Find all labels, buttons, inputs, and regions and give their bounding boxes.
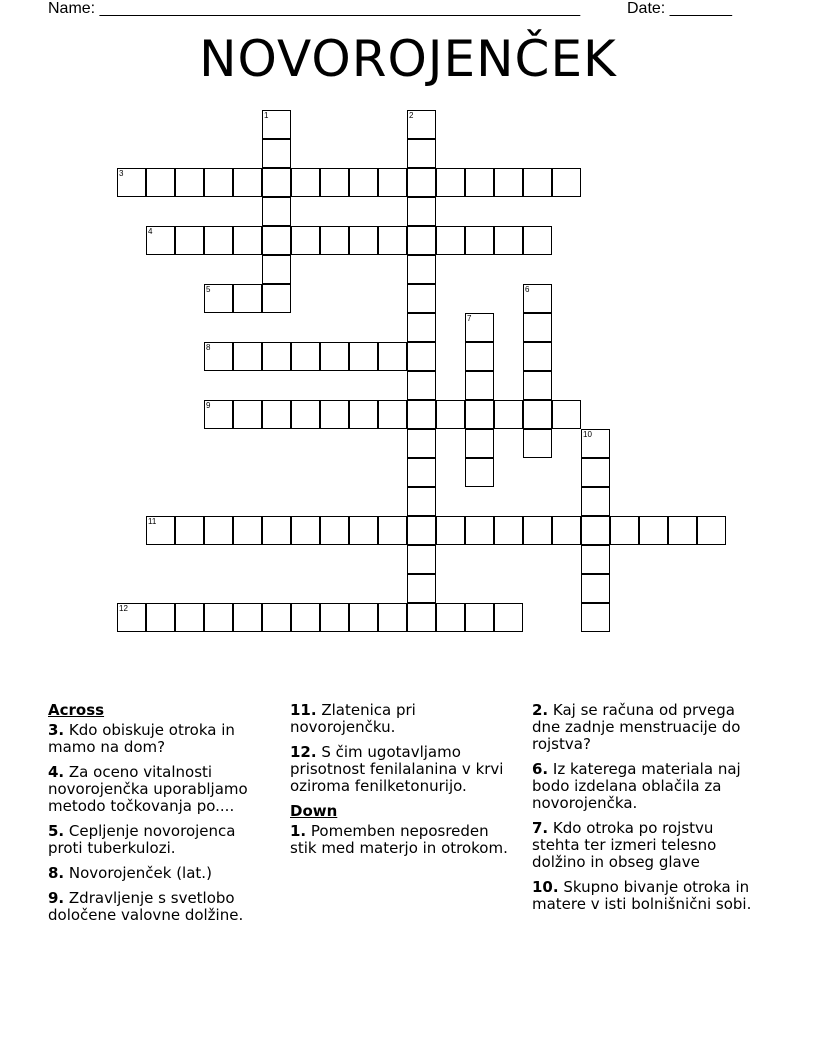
clue-number: 2	[409, 111, 414, 120]
date-field-label: Date: _______	[627, 0, 732, 17]
grid-cell[interactable]	[233, 168, 262, 197]
grid-cell[interactable]	[436, 516, 465, 545]
grid-cell[interactable]	[291, 603, 320, 632]
grid-cell[interactable]	[407, 371, 436, 400]
grid-cell[interactable]	[320, 168, 349, 197]
clue-number: 12	[119, 604, 128, 613]
grid-cell[interactable]	[291, 516, 320, 545]
grid-cell[interactable]	[320, 400, 349, 429]
grid-cell[interactable]	[407, 516, 436, 545]
clue-number: 8	[206, 343, 211, 352]
grid-cell[interactable]	[465, 603, 494, 632]
grid-cell[interactable]	[697, 516, 726, 545]
grid-cell[interactable]	[494, 400, 523, 429]
grid-cell[interactable]	[494, 226, 523, 255]
across-clue: 4. Za oceno vitalnosti novorojenčka uporabljamo metodo točkovanja po....	[48, 763, 248, 815]
grid-cell[interactable]	[349, 168, 378, 197]
clues-column-1	[48, 702, 273, 932]
grid-cell[interactable]	[349, 516, 378, 545]
down-clue: 10. Skupno bivanje otroka in matere v isti bolnišnični sobi.	[532, 878, 752, 913]
grid-cell[interactable]	[523, 371, 552, 400]
grid-cell[interactable]	[465, 429, 494, 458]
grid-cell[interactable]	[146, 603, 175, 632]
grid-cell[interactable]	[378, 603, 407, 632]
grid-cell[interactable]	[262, 255, 291, 284]
grid-cell[interactable]	[552, 516, 581, 545]
grid-cell[interactable]	[262, 284, 291, 313]
grid-cell[interactable]	[465, 313, 494, 342]
grid-cell[interactable]	[146, 516, 175, 545]
grid-cell[interactable]	[407, 168, 436, 197]
clue-number: 11	[148, 517, 157, 526]
down-clue: 6. Iz katerega materiala naj bodo izdelana oblačila za novorojenčka.	[532, 760, 741, 812]
clue-number: 7	[467, 314, 472, 323]
across-clue: 11. Zlatenica pri novorojenčku.	[290, 701, 416, 736]
grid-cell[interactable]	[204, 603, 233, 632]
grid-cell[interactable]	[465, 516, 494, 545]
page-title: NOVOROJENČEK	[199, 30, 617, 88]
grid-cell[interactable]	[233, 284, 262, 313]
grid-cell[interactable]	[465, 226, 494, 255]
down-clue: 1. Pomemben neposreden stik med materjo in otrokom.	[290, 822, 508, 857]
grid-cell[interactable]	[262, 342, 291, 371]
grid-cell[interactable]	[349, 226, 378, 255]
grid-cell[interactable]	[465, 168, 494, 197]
grid-cell[interactable]	[320, 516, 349, 545]
grid-cell[interactable]	[523, 284, 552, 313]
clue-number: 10	[583, 430, 592, 439]
grid-cell[interactable]	[233, 516, 262, 545]
clue-number: 1	[264, 111, 269, 120]
name-field-label: Name: ______________________________________________________	[48, 0, 581, 17]
grid-cell[interactable]	[523, 516, 552, 545]
grid-cell[interactable]	[233, 226, 262, 255]
grid-cell[interactable]	[262, 168, 291, 197]
grid-cell[interactable]	[407, 487, 436, 516]
grid-cell[interactable]	[407, 545, 436, 574]
grid-cell[interactable]	[436, 603, 465, 632]
grid-cell[interactable]	[204, 342, 233, 371]
grid-cell[interactable]	[407, 603, 436, 632]
grid-cell[interactable]	[581, 574, 610, 603]
grid-cell[interactable]	[291, 168, 320, 197]
grid-cell[interactable]	[407, 458, 436, 487]
grid-cell[interactable]	[523, 226, 552, 255]
grid-cell[interactable]	[407, 226, 436, 255]
grid-cell[interactable]	[610, 516, 639, 545]
grid-cell[interactable]	[407, 255, 436, 284]
grid-cell[interactable]	[436, 168, 465, 197]
grid-cell[interactable]	[523, 168, 552, 197]
grid-cell[interactable]	[378, 400, 407, 429]
grid-cell[interactable]	[523, 342, 552, 371]
grid-cell[interactable]	[436, 226, 465, 255]
grid-cell[interactable]	[204, 226, 233, 255]
across-clue: 12. S čim ugotavljamo prisotnost fenilalanina v krvi oziroma fenilketonurijo.	[290, 743, 504, 795]
clue-number: 9	[206, 401, 211, 410]
grid-cell[interactable]	[407, 313, 436, 342]
across-clue: 5. Cepljenje novorojenca proti tuberkulozi.	[48, 822, 236, 857]
grid-cell[interactable]	[378, 168, 407, 197]
across-clue: 8. Novorojenček (lat.)	[48, 864, 212, 882]
grid-cell[interactable]	[175, 603, 204, 632]
grid-cell[interactable]	[581, 545, 610, 574]
grid-cell[interactable]	[320, 603, 349, 632]
grid-cell[interactable]	[262, 400, 291, 429]
grid-cell[interactable]	[581, 458, 610, 487]
grid-cell[interactable]	[581, 487, 610, 516]
grid-cell[interactable]	[233, 342, 262, 371]
grid-cell[interactable]	[291, 342, 320, 371]
grid-cell[interactable]	[378, 226, 407, 255]
clue-number: 5	[206, 285, 211, 294]
grid-cell[interactable]	[581, 516, 610, 545]
grid-cell[interactable]	[465, 371, 494, 400]
grid-cell[interactable]	[581, 429, 610, 458]
grid-cell[interactable]	[523, 400, 552, 429]
grid-cell[interactable]	[204, 400, 233, 429]
clues-column-3	[532, 702, 757, 921]
grid-cell[interactable]	[436, 400, 465, 429]
grid-cell[interactable]	[262, 197, 291, 226]
grid-cell[interactable]	[523, 313, 552, 342]
grid-cell[interactable]	[117, 168, 146, 197]
grid-cell[interactable]	[349, 342, 378, 371]
down-heading: Down	[290, 802, 338, 820]
grid-cell[interactable]	[262, 139, 291, 168]
grid-cell[interactable]	[639, 516, 668, 545]
grid-cell[interactable]	[320, 342, 349, 371]
grid-cell[interactable]	[581, 603, 610, 632]
grid-cell[interactable]	[523, 429, 552, 458]
grid-cell[interactable]	[465, 342, 494, 371]
grid-cell[interactable]	[407, 342, 436, 371]
grid-cell[interactable]	[262, 226, 291, 255]
across-clue: 3. Kdo obiskuje otroka in mamo na dom?	[48, 721, 235, 756]
grid-cell[interactable]	[494, 603, 523, 632]
grid-cell[interactable]	[349, 400, 378, 429]
grid-cell[interactable]	[552, 168, 581, 197]
grid-cell[interactable]	[117, 603, 146, 632]
grid-cell[interactable]	[291, 400, 320, 429]
grid-cell[interactable]	[407, 110, 436, 139]
grid-cell[interactable]	[146, 226, 175, 255]
grid-cell[interactable]	[233, 400, 262, 429]
down-clue: 2. Kaj se računa od prvega dne zadnje menstruacije do rojstva?	[532, 701, 741, 753]
grid-cell[interactable]	[407, 429, 436, 458]
clue-number: 4	[148, 227, 153, 236]
grid-cell[interactable]	[320, 226, 349, 255]
grid-cell[interactable]	[407, 284, 436, 313]
clue-number: 3	[119, 169, 124, 178]
grid-cell[interactable]	[204, 284, 233, 313]
grid-cell[interactable]	[465, 458, 494, 487]
grid-cell[interactable]	[204, 516, 233, 545]
grid-cell[interactable]	[349, 603, 378, 632]
grid-cell[interactable]	[262, 516, 291, 545]
grid-cell[interactable]	[262, 110, 291, 139]
grid-cell[interactable]	[378, 516, 407, 545]
across-heading: Across	[48, 701, 105, 719]
grid-cell[interactable]	[291, 226, 320, 255]
grid-cell[interactable]	[407, 574, 436, 603]
grid-cell[interactable]	[494, 516, 523, 545]
grid-cell[interactable]	[146, 168, 175, 197]
grid-cell[interactable]	[378, 342, 407, 371]
down-clue: 7. Kdo otroka po rojstvu stehta ter izmeri telesno dolžino in obseg glave	[532, 819, 717, 871]
grid-cell[interactable]	[407, 400, 436, 429]
grid-cell[interactable]	[175, 516, 204, 545]
grid-cell[interactable]	[407, 197, 436, 226]
grid-cell[interactable]	[407, 139, 436, 168]
across-clue: 9. Zdravljenje s svetlobo določene valovne dolžine.	[48, 889, 244, 924]
grid-cell[interactable]	[233, 603, 262, 632]
grid-cell[interactable]	[465, 400, 494, 429]
grid-cell[interactable]	[494, 168, 523, 197]
grid-cell[interactable]	[204, 168, 233, 197]
grid-cell[interactable]	[175, 168, 204, 197]
grid-cell[interactable]	[175, 226, 204, 255]
grid-cell[interactable]	[552, 400, 581, 429]
clue-number: 6	[525, 285, 530, 294]
clues-column-2	[290, 702, 515, 865]
grid-cell[interactable]	[668, 516, 697, 545]
grid-cell[interactable]	[262, 603, 291, 632]
